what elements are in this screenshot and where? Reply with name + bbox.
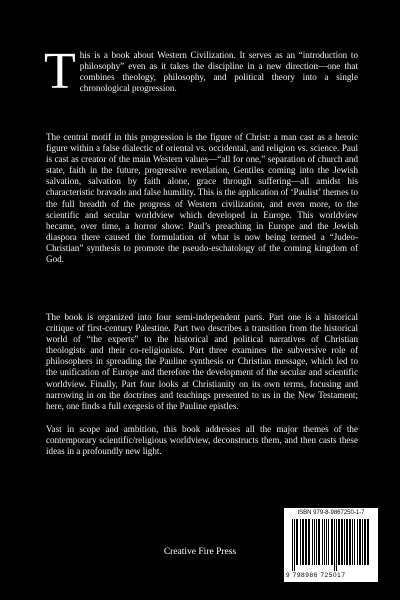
barcode-bar <box>344 519 345 565</box>
barcode-bar <box>338 519 340 565</box>
drop-cap: T <box>44 43 76 100</box>
isbn-label: ISBN 979-8-9867250-1-7 <box>297 510 365 516</box>
barcode-bar <box>341 519 343 565</box>
intro-paragraph-text: his is a book about Western Civilization. It serves as an “introduction to philosophy” even as it takes the discipline in a new direction—one that combines theology, philosophy, and political theory into a single chronological progression. <box>79 50 358 94</box>
barcode-bar <box>326 519 327 565</box>
barcode-bar <box>354 519 355 565</box>
barcode-bar <box>318 519 320 565</box>
closing-paragraph: Vast in scope and ambition, this book addresses all the major themes of the contemporary scientific/religious worldview, deconstructs them, and then casts these ideas in a profoundly new light. <box>46 424 358 457</box>
barcode-bar <box>357 519 358 565</box>
publisher-name: Creative Fire Press <box>163 547 237 557</box>
structure-paragraph: The book is organized into four semi-independent parts. Part one is a historical critique of first-century Palestine. Part two describes a transition from the historical world of “the experts” to the historical and political narratives of Christian theologists and their co-religionists. Part three examines the subversive role of philosophers in spreading the Pauline synthesis or Christian message, which led to the unification of Europe and therefore the development of the secular and scientific worldview. Finally, Part four looks at Christianity on its own terms, focusing and narrowing in on the doctrines and teachings presented to us in the New Testament; here, one finds a full exegesis of the Pauline epistles. <box>46 312 358 411</box>
barcode-bar <box>296 519 298 565</box>
barcode-bar <box>294 519 295 571</box>
barcode-bar <box>316 519 317 565</box>
barcode-bar <box>364 519 366 565</box>
intro-paragraph <box>44 43 358 100</box>
barcode-bar <box>352 519 353 565</box>
barcode-bar <box>367 519 369 565</box>
barcode-bar <box>322 519 323 565</box>
barcode-bar <box>334 519 335 571</box>
barcode-bar <box>331 519 333 565</box>
barcode-bar <box>328 519 329 565</box>
barcode-bar <box>346 519 348 565</box>
barcode-bar <box>314 519 315 565</box>
barcode-bar <box>312 519 313 565</box>
barcode-bars <box>290 519 372 571</box>
barcode-bar <box>349 519 351 565</box>
barcode-digits: 9 798986 725017 <box>286 572 346 579</box>
barcode-bar <box>302 519 304 565</box>
motif-paragraph: The central motif in this progression is the figure of Christ: a man cast as a heroic figure within a false dialectic of oriental vs. occidental, and religion vs. science. Paul is cast as creator of the main Western values—“all for one,” separation of church and state, faith in the future, progressive revelation, Gentiles coming into the Jewish salvation, salvation by faith alone, grace through suffering—all amidst his characteristic bravado and false humility. This is the application of ‘Paulist’ themes to the full breadth of the progress of Western civilization, and even more, to the scientific and secular worldview which developed in Europe. This worldview became, over time, a horror show: Paul’s preaching in Europe and the Jewish diaspora there caused the formulation of what is now being termed a “Judeo-Christian” synthesis to promote the pseudo-eschatology of the coming kingdom of God. <box>46 132 358 265</box>
barcode-bar <box>336 519 337 571</box>
barcode-bar <box>324 519 325 565</box>
barcode-bar <box>292 519 293 571</box>
barcode-bar <box>305 519 307 565</box>
barcode-bar <box>300 519 301 565</box>
isbn-barcode <box>284 508 378 582</box>
barcode-bar <box>362 519 363 565</box>
barcode-bar <box>308 519 310 565</box>
barcode-bar <box>359 519 361 565</box>
